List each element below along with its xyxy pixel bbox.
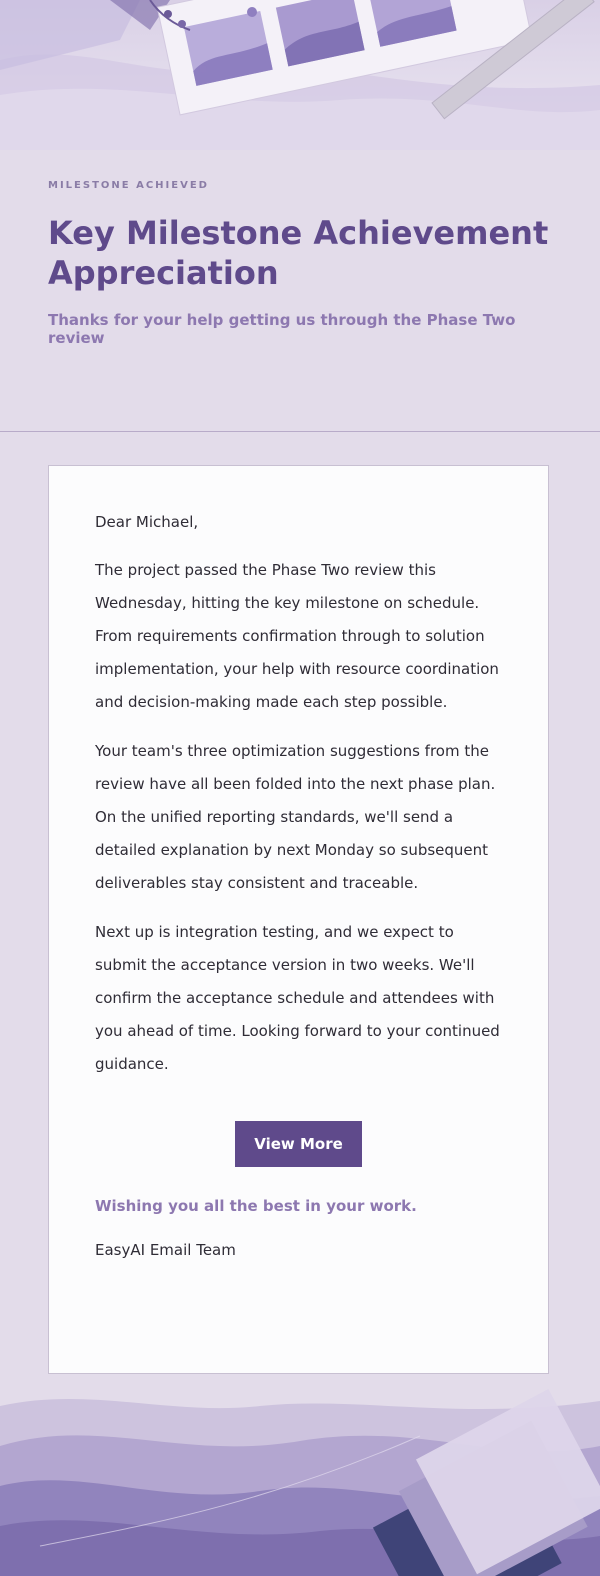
signature: EasyAI Email Team xyxy=(95,1241,236,1259)
page-title: Key Milestone Achievement Appreciation xyxy=(48,214,549,292)
header-illustration xyxy=(0,0,600,150)
body-paragraph: Next up is integration testing, and we expect to submit the acceptance version in two weeks. We'll confirm the acceptance schedule and attendees with you ahead of time. Looking forward to your continued guidance. xyxy=(95,923,500,1073)
eyebrow-label: MILESTONE ACHIEVED xyxy=(48,180,209,191)
view-more-button[interactable]: View More xyxy=(235,1121,362,1167)
body-paragraph: Your team's three optimization suggestions from the review have all been folded into the next phase plan. On the unified reporting standards, we'll send a detailed explanation by next Monday so subsequent deliverables stay consistent and traceable. xyxy=(95,742,496,892)
section-divider xyxy=(0,431,600,432)
footer-illustration xyxy=(0,1376,600,1576)
letter-card xyxy=(48,465,549,1374)
page-subtitle: Thanks for your help getting us through the Phase Two review xyxy=(48,311,516,347)
button-container xyxy=(95,1121,502,1167)
closing-line: Wishing you all the best in your work. xyxy=(95,1197,417,1215)
hero-section xyxy=(48,180,558,347)
body-paragraph: The project passed the Phase Two review this Wednesday, hitting the key milestone on schedule. From requirements confirmation through to solution implementation, your help with resource coordination and decision-making made each step possible. xyxy=(95,561,499,711)
greeting: Dear Michael, xyxy=(95,513,199,531)
